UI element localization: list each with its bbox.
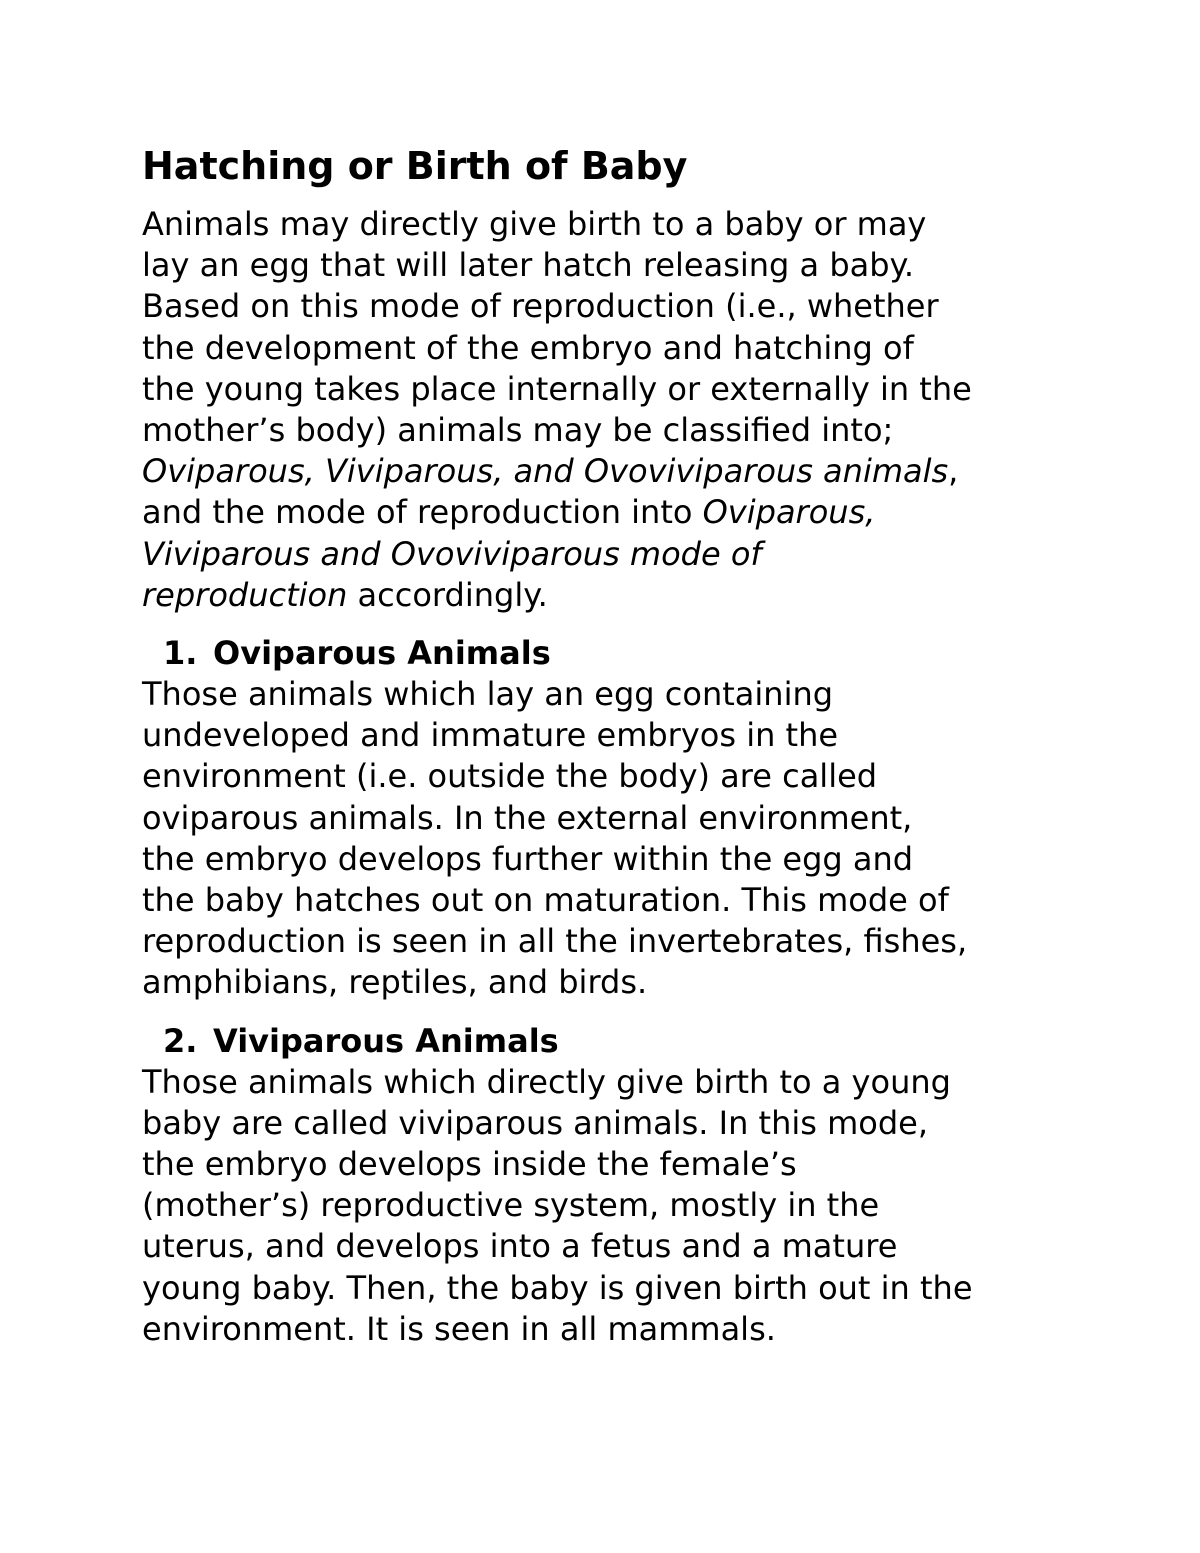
paragraph-line: the embryo develops inside the female’s (142, 1145, 797, 1184)
paragraph-line: oviparous animals. In the external environment, (142, 798, 913, 837)
paragraph-line: uterus, and develops into a fetus and a mature (142, 1227, 898, 1266)
intro-text: and the mode of reproduction into (142, 493, 703, 532)
intro-line: Based on this mode of reproduction (i.e., whether (142, 287, 939, 326)
section-heading-text: Oviparous Animals (213, 634, 551, 673)
intro-line (142, 575, 1102, 616)
intro-line: mother’s body) animals may be classified into; (142, 411, 894, 450)
oviparous-paragraph (142, 674, 1102, 1004)
intro-line: the young takes place internally or externally in the (142, 369, 972, 408)
italic-term: reproduction (142, 575, 348, 614)
paragraph-line: undeveloped and immature embryos in the (142, 716, 839, 755)
paragraph-line: amphibians, reptiles, and birds. (142, 963, 648, 1002)
paragraph-line: Those animals which lay an egg containing (142, 675, 834, 714)
paragraph-line: the embryo develops further within the egg and (142, 839, 914, 878)
italic-term: Oviparous, Viviparous, and Ovoviviparous animals (142, 452, 949, 491)
paragraph-line: young baby. Then, the baby is given birth out in the (142, 1268, 973, 1307)
intro-line (142, 534, 1102, 575)
section-heading-oviparous (163, 633, 1102, 674)
intro-line: the development of the embryo and hatching of (142, 328, 914, 367)
paragraph-line: environment (i.e. outside the body) are called (142, 757, 878, 796)
intro-line: lay an egg that will later hatch releasing a baby. (142, 246, 915, 285)
paragraph-line: (mother’s) reproductive system, mostly in the (142, 1186, 880, 1225)
intro-line (142, 451, 1102, 492)
italic-term: Oviparous, (702, 493, 876, 532)
list-number: 1. (163, 634, 198, 673)
intro-line (142, 492, 1102, 533)
paragraph-line: the baby hatches out on maturation. This mode of (142, 881, 949, 920)
italic-term: Viviparous and Ovoviviparous mode of (142, 534, 762, 573)
viviparous-paragraph (142, 1062, 1102, 1350)
section-heading-text: Viviparous Animals (213, 1021, 559, 1060)
document-page (142, 142, 1102, 1350)
intro-paragraph (142, 204, 1102, 616)
list-number: 2. (163, 1021, 198, 1060)
paragraph-line: reproduction is seen in all the invertebrates, fishes, (142, 922, 968, 961)
paragraph-line: environment. It is seen in all mammals. (142, 1309, 776, 1348)
paragraph-line: baby are called viviparous animals. In this mode, (142, 1103, 928, 1142)
paragraph-line: Those animals which directly give birth to a young (142, 1062, 951, 1101)
section-heading-viviparous (163, 1021, 1102, 1062)
intro-text: accordingly. (347, 575, 548, 614)
intro-line: Animals may directly give birth to a baby or may (142, 205, 927, 243)
page-title: Hatching or Birth of Baby (142, 144, 688, 188)
intro-text: , (948, 452, 959, 491)
